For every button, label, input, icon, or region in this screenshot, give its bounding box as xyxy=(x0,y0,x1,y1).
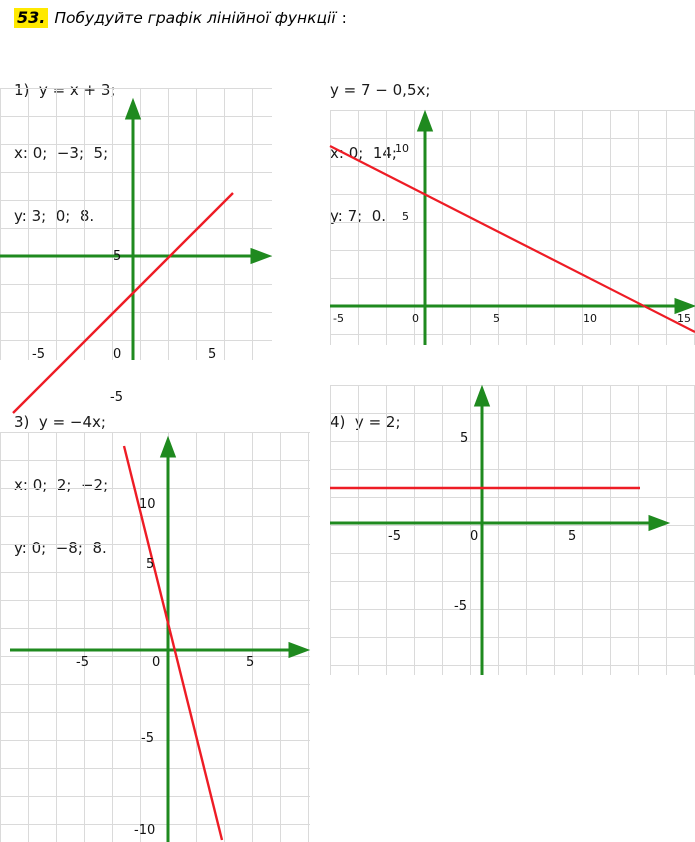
graph-2-ytick-5: 5 xyxy=(402,210,409,223)
graph-1-xtick-5: 5 xyxy=(208,347,217,362)
graph-1-xtick-neg5: -5 xyxy=(32,347,45,362)
problem-3-line-1: 3) y = −4x; xyxy=(14,413,106,431)
problem-3-line-2: x: 0; 2; −2; xyxy=(14,476,109,494)
task-header xyxy=(14,8,347,28)
graph-1 xyxy=(0,88,272,405)
problem-1-line-2: x: 0; −3; 5; xyxy=(14,144,109,162)
curve-y-equals-7-minus-half-x xyxy=(330,146,695,332)
graph-1-ytick-neg5: -5 xyxy=(110,390,123,405)
curve-y-equals-x-plus-3 xyxy=(13,193,233,413)
page-title: Побудуйте графік лінійної функції xyxy=(54,9,336,27)
graph-4-ytick-5: 5 xyxy=(460,431,469,446)
grid-lines xyxy=(0,432,310,842)
problem-1-line-1: 1) y = x + 3; xyxy=(14,81,116,99)
graph-1-ytick-5: 5 xyxy=(113,249,122,264)
graph-3-origin-label: 0 xyxy=(152,655,161,670)
axis-tick-labels xyxy=(76,497,254,838)
graph-2-xtick-neg5: -5 xyxy=(333,312,344,325)
graph-3-ytick-neg5: -5 xyxy=(141,731,154,746)
grid-lines xyxy=(0,88,272,360)
graph-3-ytick-neg10: -10 xyxy=(134,823,156,838)
axes xyxy=(10,440,306,842)
problem-2-line-3: y: 7; 0. xyxy=(330,207,387,225)
graph-1-origin-label: 0 xyxy=(113,347,122,362)
graph-4-xtick-5: 5 xyxy=(568,529,577,544)
problem-2-line-1: y = 7 − 0,5x; xyxy=(330,81,431,99)
grid-lines xyxy=(330,110,695,345)
graph-4 xyxy=(330,385,695,675)
graph-3-ytick-10: 10 xyxy=(139,497,156,512)
problem-3-line-3: y: 0; −8; 8. xyxy=(14,539,107,557)
title-colon: : xyxy=(341,9,347,27)
problem-4-line-1: 4) y = 2; xyxy=(330,413,401,431)
graph-2 xyxy=(330,110,695,345)
graph-4-xtick-neg5: -5 xyxy=(388,529,401,544)
graph-2-svg xyxy=(330,110,695,345)
graph-4-origin-label: 0 xyxy=(470,529,479,544)
problem-2-line-2: x: 0; 14; xyxy=(330,144,397,162)
graph-1-svg xyxy=(0,88,272,405)
graph-4-svg xyxy=(330,385,695,675)
graph-3-xtick-neg5: -5 xyxy=(76,655,89,670)
graph-2-xtick-15: 15 xyxy=(677,312,691,325)
graph-3-svg xyxy=(0,432,310,842)
axes xyxy=(0,102,268,360)
graph-3-ytick-5: 5 xyxy=(146,557,155,572)
graph-2-ytick-10: 10 xyxy=(395,142,409,155)
graph-2-origin-label: 0 xyxy=(412,312,419,325)
grid-lines xyxy=(330,385,695,675)
graph-2-xtick-10: 10 xyxy=(583,312,597,325)
graph-3-xtick-5: 5 xyxy=(246,655,255,670)
graph-3 xyxy=(0,432,310,842)
axes xyxy=(330,114,692,345)
graph-2-xtick-5: 5 xyxy=(493,312,500,325)
problem-1-line-3: y: 3; 0; 8. xyxy=(14,207,95,225)
task-number-badge: 53. xyxy=(14,8,48,28)
graph-4-ytick-neg5: -5 xyxy=(454,599,467,614)
